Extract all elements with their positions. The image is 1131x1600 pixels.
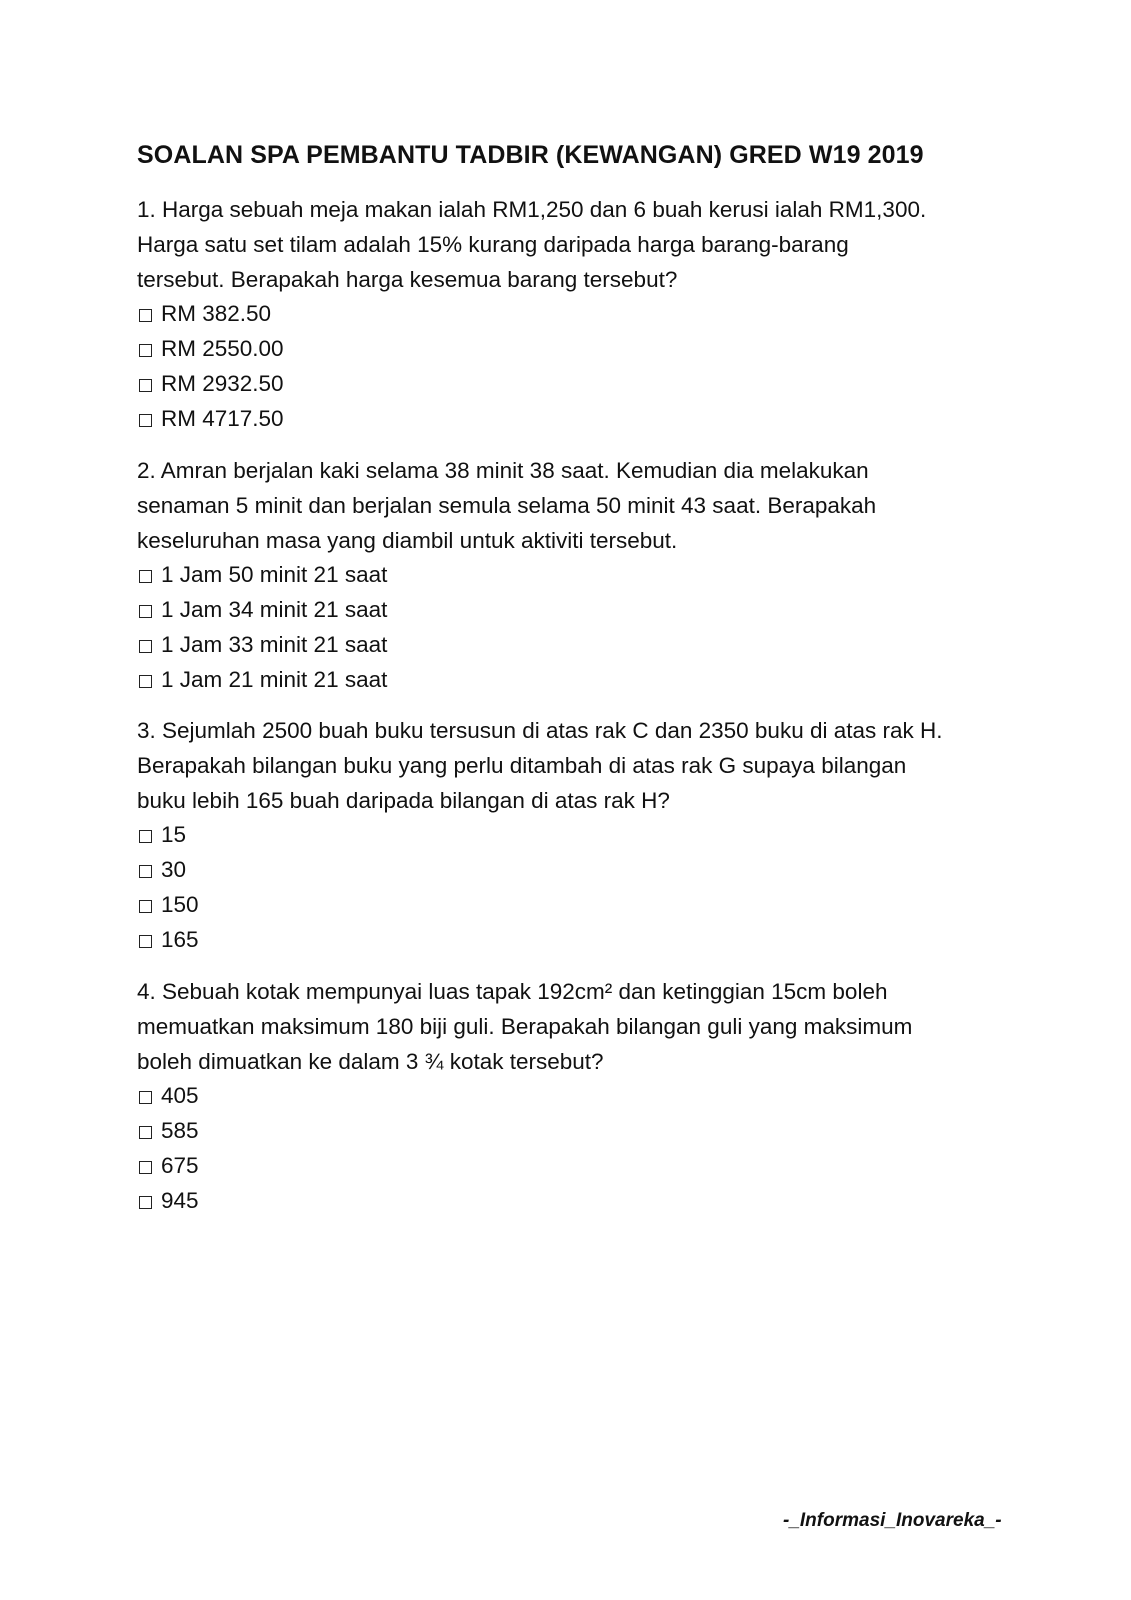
checkbox-icon[interactable] [139,1196,152,1209]
question-text: 4. Sebuah kotak mempunyai luas tapak 192cm² dan ketinggian 15cm boleh memuatkan maksimum 180 biji guli. Berapakah bilangan guli yang maksimum boleh dimuatkan ke dalam 3 ¾ kotak tersebut? [137,979,913,1074]
checkbox-icon[interactable] [139,640,152,653]
answer-option[interactable] [137,1149,1007,1184]
option-label: 405 [161,1083,199,1109]
question-text: 1. Harga sebuah meja makan ialah RM1,250 dan 6 buah kerusi ialah RM1,300. Harga satu set tilam adalah 15% kurang daripada harga barang-barang tersebut. Berapakah harga kesemua barang tersebut? [137,197,927,292]
answer-option[interactable] [137,1184,1007,1219]
question-2 [137,454,1007,698]
checkbox-icon[interactable] [139,865,152,878]
answer-option[interactable] [137,593,1007,628]
checkbox-icon[interactable] [139,675,152,688]
option-label: 165 [161,926,199,952]
option-list [137,558,1007,697]
question-4 [137,975,1007,1219]
answer-option[interactable] [137,628,1007,663]
answer-option[interactable] [137,402,1007,437]
checkbox-icon[interactable] [139,414,152,427]
option-list [137,1079,1007,1218]
option-label: 675 [161,1152,199,1178]
answer-option[interactable] [137,367,1007,402]
checkbox-icon[interactable] [139,344,152,357]
answer-option[interactable] [137,1114,1007,1149]
checkbox-icon[interactable] [139,605,152,618]
checkbox-icon[interactable] [139,309,152,322]
checkbox-icon[interactable] [139,379,152,392]
option-list [137,818,1007,957]
option-label: 945 [161,1187,199,1213]
checkbox-icon[interactable] [139,1161,152,1174]
option-label: 1 Jam 21 minit 21 saat [161,666,388,692]
option-list [137,297,1007,436]
option-label: 1 Jam 50 minit 21 saat [161,562,388,588]
answer-option[interactable] [137,332,1007,367]
footer-credit: -_Informasi_Inovareka_- [783,1510,1002,1531]
page-title: SOALAN SPA PEMBANTU TADBIR (KEWANGAN) GRED W19 2019 [137,141,924,169]
question-text: 3. Sejumlah 2500 buah buku tersusun di atas rak C dan 2350 buku di atas rak H. Berapakah bilangan buku yang perlu ditambah di atas rak G supaya bilangan buku lebih 165 buah daripada bilangan di atas rak H? [137,718,943,813]
answer-option[interactable] [137,888,1007,923]
answer-option[interactable] [137,1079,1007,1114]
question-1 [137,193,1007,437]
checkbox-icon[interactable] [139,830,152,843]
checkbox-icon[interactable] [139,1126,152,1139]
answer-option[interactable] [137,818,1007,853]
option-label: RM 4717.50 [161,405,284,431]
question-3 [137,714,1007,958]
option-label: 1 Jam 34 minit 21 saat [161,597,388,623]
answer-option[interactable] [137,297,1007,332]
answer-option[interactable] [137,558,1007,593]
option-label: 30 [161,857,187,883]
option-label: 150 [161,891,199,917]
checkbox-icon[interactable] [139,570,152,583]
answer-option[interactable] [137,923,1007,958]
answer-option[interactable] [137,853,1007,888]
option-label: RM 382.50 [161,301,272,327]
option-label: RM 2550.00 [161,336,284,362]
question-text: 2. Amran berjalan kaki selama 38 minit 38 saat. Kemudian dia melakukan senaman 5 minit dan berjalan semula selama 50 minit 43 saat. Berapakah keseluruhan masa yang diambil untuk aktiviti tersebut. [137,458,877,553]
option-label: 1 Jam 33 minit 21 saat [161,631,388,657]
checkbox-icon[interactable] [139,935,152,948]
option-label: 585 [161,1118,199,1144]
option-label: RM 2932.50 [161,370,284,396]
answer-option[interactable] [137,663,1007,698]
checkbox-icon[interactable] [139,1091,152,1104]
option-label: 15 [161,822,187,848]
checkbox-icon[interactable] [139,900,152,913]
